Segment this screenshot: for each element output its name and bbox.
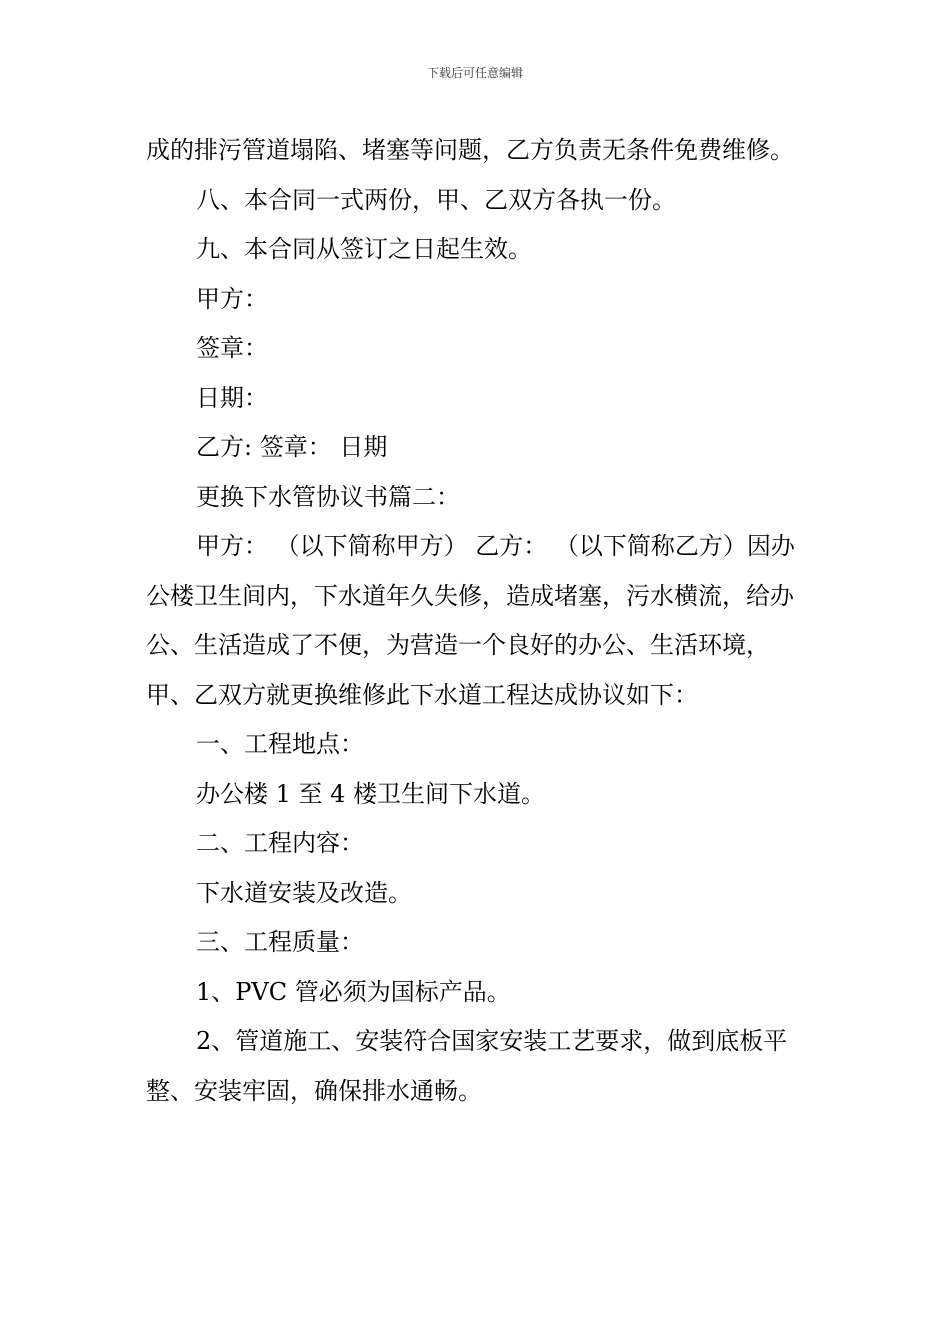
date-label: 日期： bbox=[196, 383, 268, 412]
paragraph-continuation: 成的排污管道塌陷、堵塞等问题，乙方负责无条件免费维修。 bbox=[146, 136, 794, 164]
clause-nine: 九、本合同从签订之日起生效。 bbox=[196, 235, 532, 263]
item-one-detail: 办公楼 1 至 4 楼卫生间下水道。 bbox=[196, 779, 546, 808]
party-a-label: 甲方： bbox=[196, 284, 268, 313]
item-two-detail: 下水道安装及改造。 bbox=[196, 878, 412, 907]
clause-eight: 八、本合同一式两份，甲、乙双方各执一份。 bbox=[196, 185, 676, 214]
section-title-part-two: 更换下水管协议书篇二： bbox=[196, 482, 460, 511]
signature-label: 签章： bbox=[196, 334, 268, 362]
item-two-heading: 二、工程内容： bbox=[196, 829, 364, 857]
quality-item-two: 2、管道施工、安装符合国家安装工艺要求，做到底板平整、安装牢固，确保排水通畅。 bbox=[146, 1027, 788, 1105]
quality-item-one: 1、PVC 管必须为国标产品。 bbox=[196, 977, 511, 1006]
party-b-signature-line: 乙方: 签章： 日期 bbox=[196, 433, 388, 461]
item-three-heading: 三、工程质量： bbox=[196, 928, 364, 956]
page-header: 下载后可任意编辑 bbox=[426, 66, 523, 80]
agreement-intro-paragraph: 甲方： （以下简称甲方） 乙方： （以下简称乙方）因办公楼卫生间内，下水道年久失修，造成堵塞，污水横流，给办公、生活造成了不便，为营造一个良好的办公、生活环境，甲、乙双方就更换维修此下水道工程达成协议如下： bbox=[146, 532, 795, 709]
document-body bbox=[146, 126, 806, 1116]
item-one-heading: 一、工程地点： bbox=[196, 730, 364, 758]
